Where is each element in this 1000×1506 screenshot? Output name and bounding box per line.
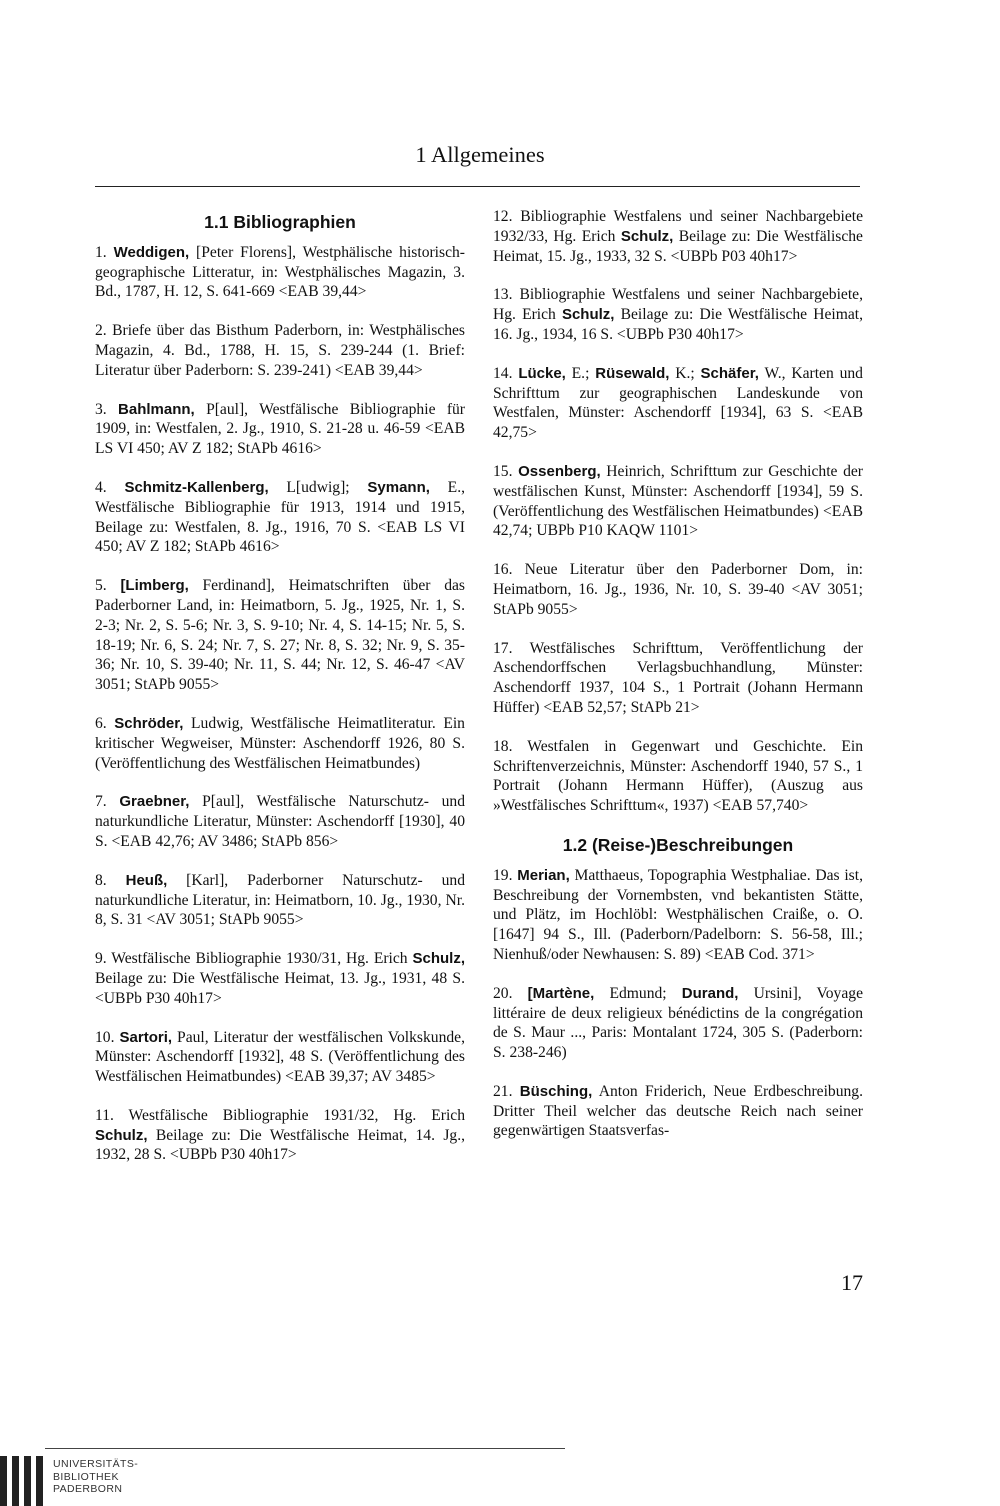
bibliography-entry: 3. Bahlmann, P[aul], Westfälische Bibliographie für 1909, in: Westfalen, 2. Jg., 1910, S. 21-28 u. 46-59 <EAB LS VI 450; AV Z 182; StAPb 4616>	[95, 400, 466, 458]
bibliography-entry: 21. Büsching, Anton Friderich, Neue Erdbeschreibung. Dritter Theil welcher das deutsche Reich nach seiner gegenwärtigen Staatsverfas-	[493, 1082, 863, 1140]
bibliography-entry: 7. Graebner, P[aul], Westfälische Naturschutz- und naturkundliche Literatur, Münster: Aschendorff [1930], 40 S. <EAB 42,76; AV 3486; StAPb 856>	[95, 793, 465, 850]
bibliography-entry: 9. Westfälische Bibliographie 1930/31, Hg. Erich Schulz, Beilage zu: Die Westfälische Heimat, 13. Jg., 1931, 48 S. <UBPb P30 40h17>	[95, 950, 465, 1007]
left-column	[95, 207, 465, 1184]
bibliography-entry: 4. Schmitz-Kallenberg, L[udwig]; Symann, E., Westfälische Bibliographie für 1913, 1914 und 1915, Beilage zu: Westfalen, 8. Jg., 1916, 70 S. <EAB LS VI 450; AV Z 182; StAPb 4616>	[95, 478, 465, 556]
bibliography-entry: 13. Bibliographie Westfalens und seiner Nachbargebiete, Hg. Erich Schulz, Beilage zu: Die Westfälische Heimat, 16. Jg., 1934, 16 S. <UBPb P30 40h17>	[493, 286, 863, 343]
page-number: 17	[841, 1270, 863, 1295]
footer-divider	[45, 1448, 565, 1449]
bibliography-entry: 17. Westfälisches Schrifttum, Veröffentlichung der Aschendorffschen Verlagsbuchhandlung, Münster: Aschendorff 1937, 104 S., 1 Portrait (Johann Hermann Hüffer) <EAB 52,57; StAPb 21>	[493, 639, 863, 716]
bibliography-entry: 20. [Martène, Edmund; Durand, Ursini], Voyage littéraire de deux religieux bénédictins de la congrégation de S. Maur ..., Paris: Montalant 1724, 305 S. (Paderborn: S. 238-246)	[493, 984, 863, 1062]
section-heading-bibliographien: 1.1 Bibliographien	[204, 212, 356, 232]
section-heading-reisebeschreibungen: 1.2 (Reise-)Beschreibungen	[562, 834, 794, 855]
bibliography-entry: 12. Bibliographie Westfalens und seiner Nachbargebiete 1932/33, Hg. Erich Schulz, Beilage zu: Die Westfälische Heimat, 15. Jg., 1933, 32 S. <UBPb P03 40h17>	[493, 208, 863, 265]
chapter-divider	[95, 186, 860, 187]
bibliography-entry: 11. Westfälische Bibliographie 1931/32, Hg. Erich Schulz, Beilage zu: Die Westfälische Heimat, 14. Jg., 1932, 28 S. <UBPb P30 40h17>	[95, 1106, 465, 1164]
bibliography-entry: 16. Neue Literatur über den Paderborner Dom, in: Heimatborn, 16. Jg., 1936, Nr. 10, S. 39-40 <AV 3051; StAPb 9055>	[493, 561, 863, 618]
library-name: UNIVERSITÄTS- BIBLIOTHEK PADERBORN	[53, 1458, 139, 1495]
bibliography-entry: 18. Westfalen in Gegenwart und Geschichte. Ein Schriftenverzeichnis, Münster: Aschendorff 1940, 57 S., 1 Portrait (Johann Hermann Hüffer), (Auszug aus »Westfälisches Schrifttum«, 1937) <EAB 57,740>	[493, 737, 863, 815]
bibliography-entry: 14. Lücke, E.; Rüsewald, K.; Schäfer, W., Karten und Schrifttum zur geographischen Landeskunde von Westfalen, Münster: Aschendorff [1934], 63 S. <EAB 42,75>	[493, 364, 863, 442]
bibliography-entry: 1. Weddigen, [Peter Florens], Westphälische historisch-geographische Litteratur, in: Westphälisches Magazin, 3. Bd., 1787, H. 12, S. 641-669 <EAB 39,44>	[95, 243, 465, 301]
bibliography-entry: 8. Heuß, [Karl], Paderborner Naturschutz- und naturkundliche Literatur, in: Heimatborn, 10. Jg., 1930, Nr. 8, S. 31 <AV 3051; StAPb 9055>	[95, 871, 465, 929]
chapter-title: 1 Allgemeines	[415, 142, 545, 167]
bibliography-entry: 19. Merian, Matthaeus, Topographia Westphaliae. Das ist, Beschreibung der Vornembsten, vnd bekantisten Stätte, und Plätz, im Hochlöbl: Westphälischen Craiße, o. O. [1647] 94 S., Ill. (Paderborn/Padelborn: S. 56-58, Ill.; Nienhuß/oder Newhausen: S. 89) <EAB Cod. 371>	[493, 866, 863, 963]
bibliography-entry: 10. Sartori, Paul, Literatur der westfälischen Volkskunde, Münster: Aschendorff [1932], 48 S. (Veröffentlichung des Westfälischen Heimatbundes) <EAB 39,37; AV 3485>	[95, 1028, 465, 1086]
bibliography-entry: 5. [Limberg, Ferdinand], Heimatschriften über das Paderborner Land, in: Heimatborn, 5. Jg., 1925, Nr. 1, S. 2-3; Nr. 2, S. 5-6; Nr. 3, S. 9-10; Nr. 4, S. 14-15; Nr. 5, S. 18-19; Nr. 6, S. 24; Nr. 7, S. 27; Nr. 8, S. 32; Nr. 9, S. 35-36; Nr. 10, S. 39-40; Nr. 11, S. 44; Nr. 12, S. 46-47 <AV 3051; StAPb 9055>	[95, 577, 465, 694]
bibliography-entry: 6. Schröder, Ludwig, Westfälische Heimatliteratur. Ein kritischer Wegweiser, Münster: Aschendorff 1926, 80 S. (Veröffentlichung des Westfälischen Heimatbundes)	[95, 714, 465, 772]
right-column	[493, 207, 863, 1160]
bibliography-entry: 15. Ossenberg, Heinrich, Schrifttum zur Geschichte der westfälischen Kunst, Münster: Aschendorff [1934], 59 S. (Veröffentlichung des Westfälischen Heimatbundes) <EAB 42,74; UBPb P10 KAQW 1101>	[493, 462, 863, 540]
bibliography-entry: 2. Briefe über das Bisthum Paderborn, in: Westphälisches Magazin, 4. Bd., 1788, H. 15, S. 239-244 (1. Brief: Literatur über Paderborn: S. 239-241) <EAB 39,44>	[95, 322, 465, 379]
